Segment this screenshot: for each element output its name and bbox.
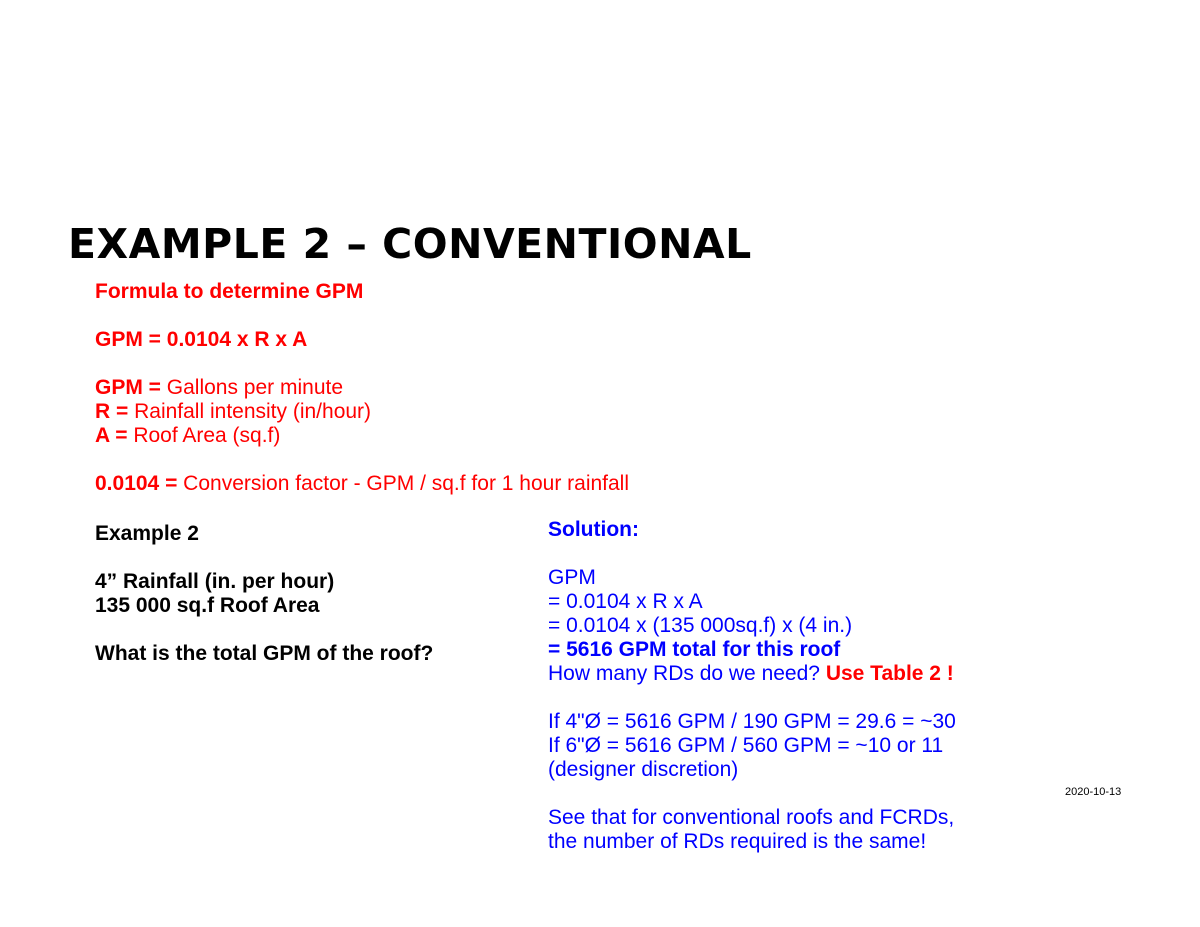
note-line-1: See that for conventional roofs and FCRDs,: [548, 806, 955, 829]
rd-question: How many RDs do we need?: [548, 662, 826, 685]
table-reference: Use Table 2 !: [825, 662, 954, 685]
solution-line-substitution: = 0.0104 x (135 000sq.f) x (4 in.): [548, 614, 853, 637]
factor-desc: Conversion factor - GPM / sq.f for 1 hour rainfall: [177, 472, 630, 495]
slide-title: EXAMPLE 2 – CONVENTIONAL: [68, 220, 752, 268]
solution-line-formula: = 0.0104 x R x A: [548, 590, 703, 613]
formula-block: [95, 280, 629, 496]
solution-line-gpm: GPM: [548, 566, 596, 589]
calc-6in: If 6"Ø = 5616 GPM / 560 GPM = ~10 or 11: [548, 734, 944, 757]
formula-heading: Formula to determine GPM: [95, 280, 364, 303]
solution-block: [548, 518, 956, 854]
definition-desc: Gallons per minute: [160, 376, 344, 399]
definition-desc: Rainfall intensity (in/hour): [128, 400, 372, 423]
calc-4in: If 4"Ø = 5616 GPM / 190 GPM = 29.6 = ~30: [548, 710, 956, 733]
solution-question: [548, 662, 956, 686]
definition-term: A =: [95, 424, 128, 447]
formula-equation: GPM = 0.0104 x R x A: [95, 328, 308, 351]
conversion-factor: [95, 472, 629, 496]
definition-term: R =: [95, 400, 129, 423]
example-rainfall: 4” Rainfall (in. per hour): [95, 570, 335, 593]
example-area: 135 000 sq.f Roof Area: [95, 594, 320, 617]
factor-term: 0.0104 =: [95, 472, 178, 495]
example-heading: Example 2: [95, 522, 199, 545]
definition-r: [95, 400, 629, 424]
definition-term: GPM =: [95, 376, 161, 399]
solution-heading: Solution:: [548, 518, 639, 541]
solution-result: = 5616 GPM total for this roof: [548, 638, 841, 661]
definition-a: [95, 424, 629, 448]
footer-date: 2020-10-13: [1065, 786, 1122, 798]
definition-gpm: [95, 376, 629, 400]
note-line-2: the number of RDs required is the same!: [548, 830, 927, 853]
example-block: [95, 522, 433, 666]
designer-discretion: (designer discretion): [548, 758, 739, 781]
example-question: What is the total GPM of the roof?: [95, 642, 434, 665]
definition-desc: Roof Area (sq.f): [127, 424, 281, 447]
